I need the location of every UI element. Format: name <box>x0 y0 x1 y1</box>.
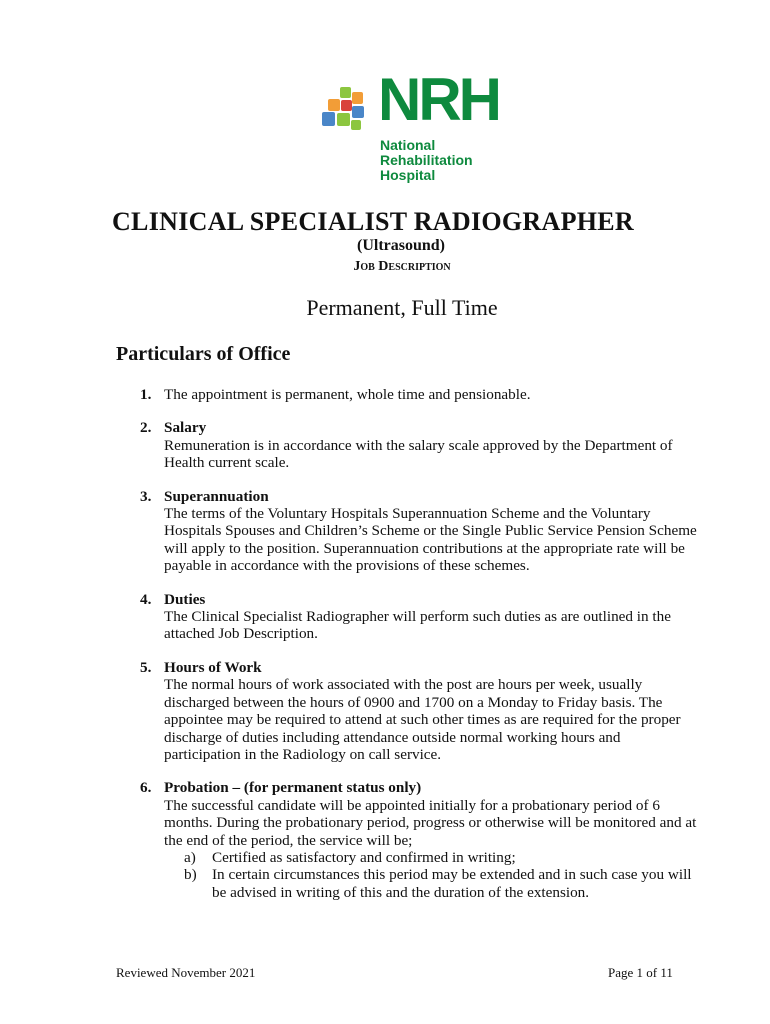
particulars-list <box>140 386 700 917</box>
logo-name-line: Rehabilitation <box>380 152 473 168</box>
list-item <box>140 488 700 575</box>
list-item <box>140 419 700 471</box>
item-heading: Superannuation <box>164 487 269 505</box>
logo-abbreviation: NRH <box>378 66 499 133</box>
item-text: The Clinical Specialist Radiographer will perform such duties as are outlined in the attached Job Description. <box>164 608 671 643</box>
item-heading: Duties <box>164 590 206 608</box>
logo-name-line: National <box>380 137 436 153</box>
item-text: The successful candidate will be appointed initially for a probationary period of 6 months. During the probationary period, progress or otherwise will be monitored and at the end of the period, the service will be; <box>164 796 697 849</box>
section-heading: Particulars of Office <box>116 343 291 365</box>
list-item <box>140 659 700 763</box>
logo-name-line: Hospital <box>380 167 436 183</box>
item-number: 4. <box>140 590 152 608</box>
sub-item-text: In certain circumstances this period may be extended and in such case you will be advised in writing of this and the duration of the extension. <box>212 866 692 901</box>
document-subtitle: (Ultrasound) <box>356 237 445 254</box>
item-text: The terms of the Voluntary Hospitals Superannuation Scheme and the Voluntary Hospitals Spouses and Children’s Scheme or the Single Public Service Pension Scheme will apply to the position. Superannuation contributions at the appropriate rate will be payable in accordance with the provisions of these schemes. <box>164 505 697 575</box>
sub-item-letter: b) <box>184 866 197 884</box>
footer-page-number: Page 1 of 11 <box>608 965 673 980</box>
sub-item-letter: a) <box>184 848 196 866</box>
employment-type: Permanent, Full Time <box>306 295 498 320</box>
item-number: 6. <box>140 779 152 797</box>
item-heading: Probation – (for permanent status only) <box>164 779 422 797</box>
item-number: 2. <box>140 419 152 437</box>
item-heading: Hours of Work <box>164 658 262 676</box>
list-item <box>140 591 700 643</box>
list-item <box>140 386 700 403</box>
list-item <box>140 779 700 901</box>
item-number: 5. <box>140 658 152 676</box>
item-text: The appointment is permanent, whole time and pensionable. <box>164 386 531 403</box>
hospital-logo-mark-icon <box>322 87 372 133</box>
sub-item-text: Certified as satisfactory and confirmed in writing; <box>212 848 516 866</box>
document-type: Job Description <box>353 259 451 274</box>
item-number: 3. <box>140 487 152 505</box>
item-heading: Salary <box>164 419 207 437</box>
footer-reviewed-date: Reviewed November 2021 <box>116 965 256 980</box>
sub-item <box>164 866 700 901</box>
document-title: CLINICAL SPECIALIST RADIOGRAPHER <box>111 207 634 236</box>
item-number: 1. <box>140 386 152 403</box>
logo-hospital-name <box>380 138 473 183</box>
sub-item <box>164 849 700 866</box>
item-text: The normal hours of work associated with the post are hours per week, usually discharged between the hours of 0900 and 1700 on a Monday to Friday basis. The appointee may be required to attend at such other times as are required for the proper discharge of duties including attendance outside normal working hours and participation in the Radiology on call service. <box>164 676 681 763</box>
item-text: Remuneration is in accordance with the salary scale approved by the Department of Health current scale. <box>164 436 673 472</box>
